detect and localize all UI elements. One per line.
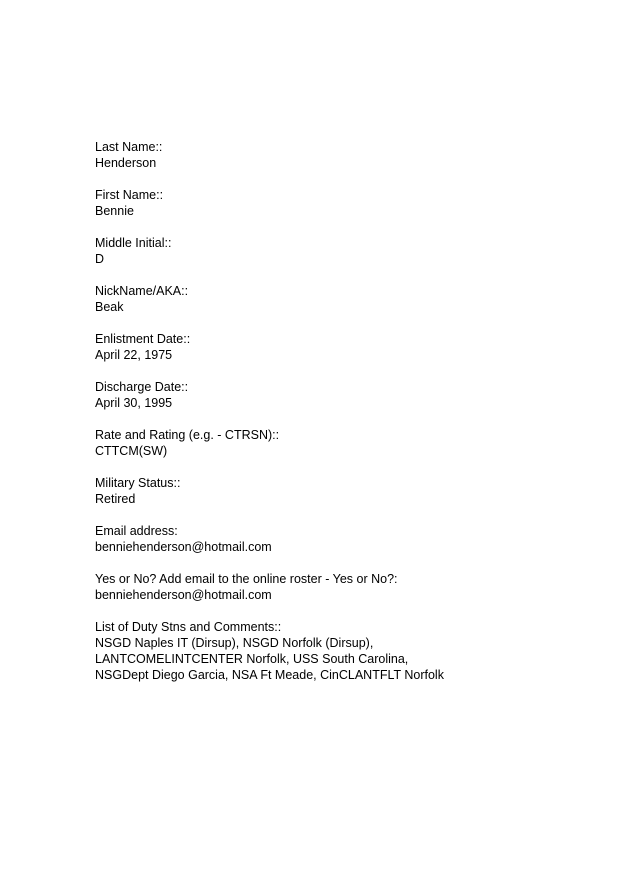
- field-label: Enlistment Date::: [95, 332, 191, 346]
- last-name-field: [95, 139, 615, 171]
- first-name-field: [95, 187, 615, 219]
- middle-initial-field: [95, 235, 615, 267]
- duty-stations-field: [95, 619, 615, 683]
- field-label: Military Status::: [95, 476, 181, 490]
- field-value: D: [95, 252, 105, 266]
- field-value: Henderson: [95, 156, 157, 170]
- field-value: April 30, 1995: [95, 396, 173, 410]
- discharge-date-field: [95, 379, 615, 411]
- nickname-field: [95, 283, 615, 315]
- field-value: Beak: [95, 300, 124, 314]
- email-address-field: [95, 523, 615, 555]
- field-value: Bennie: [95, 204, 134, 218]
- roster-email-field: [95, 571, 615, 603]
- duty-line: NSGD Naples IT (Dirsup), NSGD Norfolk (Dirsup),: [95, 636, 374, 650]
- field-label: Middle Initial::: [95, 236, 172, 250]
- field-value: Retired: [95, 492, 136, 506]
- duty-line: LANTCOMELINTCENTER Norfolk, USS South Carolina,: [95, 652, 409, 666]
- field-label: Email address:: [95, 524, 178, 538]
- rate-rating-field: [95, 427, 615, 459]
- field-label: List of Duty Stns and Comments::: [95, 620, 282, 634]
- field-value: CTTCM(SW): [95, 444, 168, 458]
- field-label: Last Name::: [95, 140, 163, 154]
- military-status-field: [95, 475, 615, 507]
- document-page: [95, 139, 615, 699]
- field-label: First Name::: [95, 188, 164, 202]
- field-label: Yes or No? Add email to the online roster - Yes or No?:: [95, 572, 398, 586]
- enlistment-date-field: [95, 331, 615, 363]
- field-value: benniehenderson@hotmail.com: [95, 588, 272, 602]
- field-label: Rate and Rating (e.g. - CTRSN)::: [95, 428, 280, 442]
- duty-line: NSGDept Diego Garcia, NSA Ft Meade, CinCLANTFLT Norfolk: [95, 668, 444, 682]
- field-label: NickName/AKA::: [95, 284, 189, 298]
- field-value: April 22, 1975: [95, 348, 173, 362]
- field-value: benniehenderson@hotmail.com: [95, 540, 272, 554]
- field-label: Discharge Date::: [95, 380, 189, 394]
